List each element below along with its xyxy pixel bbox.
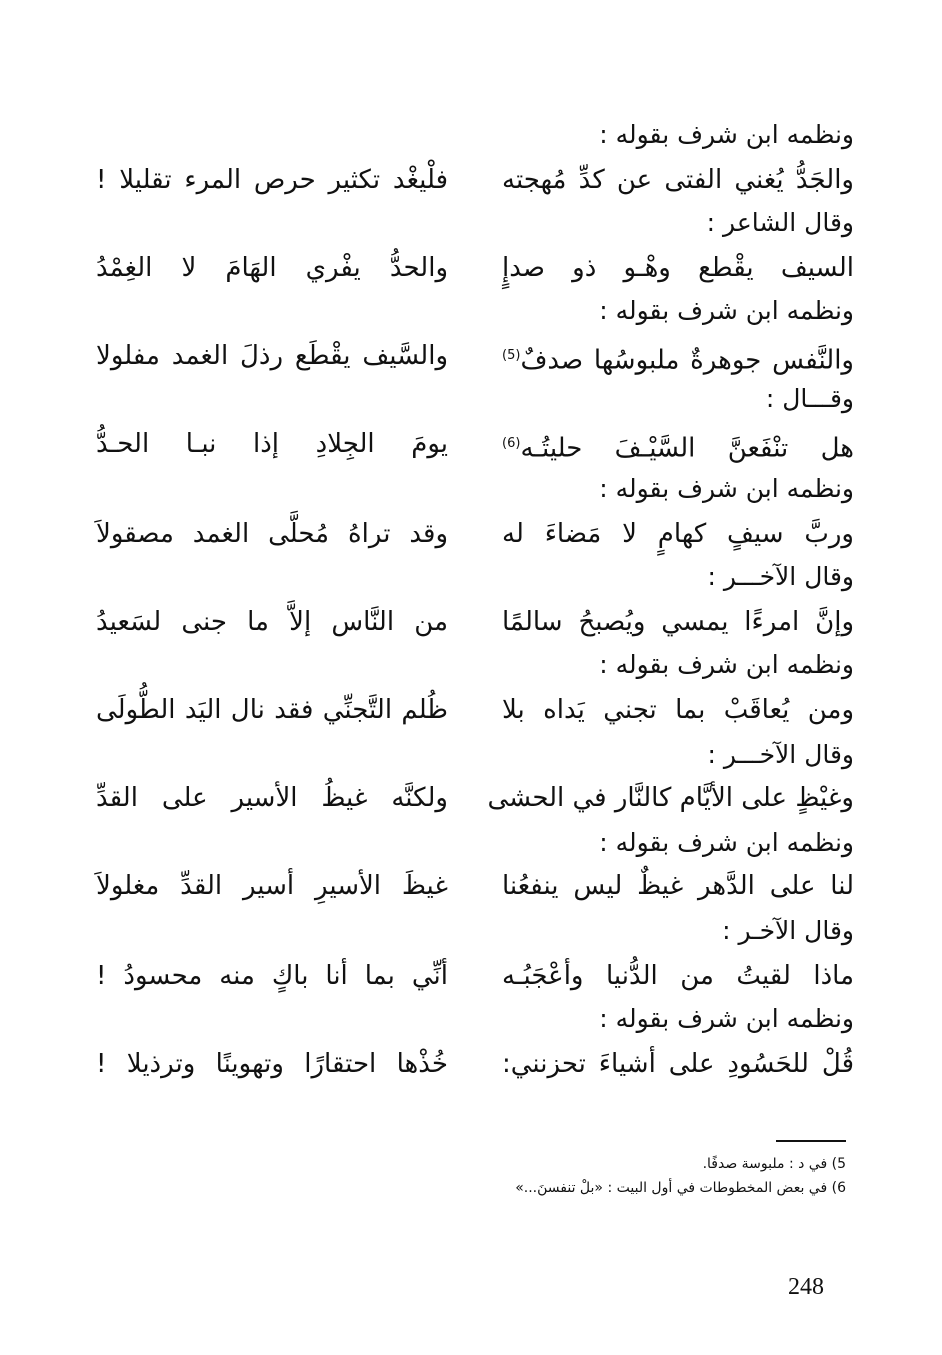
verse-first-hemistich: وربَّ سيفٍ كهامٍ لا مَضاءَ له bbox=[502, 519, 854, 549]
verse-line bbox=[96, 424, 854, 464]
footnote-6: 6) في بعض المخطوطات في أول البيت : «بلْ تنفسنَ...» bbox=[515, 1180, 846, 1196]
verse-heading: وقال الآخـــر : bbox=[707, 740, 854, 769]
verse-line bbox=[96, 602, 854, 642]
verse-heading: وقـــال : bbox=[765, 384, 854, 413]
verse-line bbox=[96, 956, 854, 996]
verse-second-hemistich: ظُلم التَّجنِّي فقد نال اليَد الطُّولَى bbox=[96, 695, 448, 725]
verse-line bbox=[96, 1044, 854, 1084]
verse-second-hemistich: غيظَ الأسيرِ أسير القدِّ مغلولاَ bbox=[96, 871, 448, 901]
verse-first-hemistich: ماذا لقيتُ من الدُّنيا وأعْجَبُـه bbox=[502, 961, 854, 991]
verse-second-hemistich: والسَّيف يقْطَع رذلَ الغمد مفلولا bbox=[96, 341, 448, 371]
verse-second-hemistich: يومَ الجِلادِ إذا نبـا الحـدُّ bbox=[96, 429, 448, 459]
verse-first-hemistich: هل تنْفَعنَّ السَّيْـفَ حليتُـه$^{(6)}$ bbox=[502, 433, 854, 464]
verse-heading: ونظمه ابن شرف بقوله : bbox=[599, 474, 854, 503]
verse-second-hemistich: خُذْها احتقارًا وتهوينًا وترذيلا ! bbox=[96, 1049, 448, 1079]
verse-heading: وقال الآخـر : bbox=[722, 916, 854, 945]
page-number: 248 bbox=[788, 1274, 824, 1300]
verse-second-hemistich: من النَّاس إلاَّ ما جنى لسَعيدُ bbox=[96, 607, 448, 637]
verse-first-hemistich: لنا على الدَّهر غيظٌ ليس ينفعُنا bbox=[502, 871, 854, 901]
verse-heading: وقال الآخـــر : bbox=[707, 562, 854, 591]
verse-line bbox=[96, 690, 854, 730]
footnote-separator bbox=[776, 1140, 846, 1142]
verse-second-hemistich: فلْيغْد تكثير حرص المرء تقليلا ! bbox=[96, 165, 448, 195]
verse-first-hemistich: قُلْ للحَسُودِ على أشياءَ تحزنني: bbox=[502, 1049, 854, 1079]
footnote-marker: (5) bbox=[502, 348, 521, 363]
verse-heading: ونظمه ابن شرف بقوله : bbox=[599, 1004, 854, 1033]
verse-heading: ونظمه ابن شرف بقوله : bbox=[599, 828, 854, 857]
verse-line bbox=[96, 336, 854, 376]
verse-heading: ونظمه ابن شرف بقوله : bbox=[599, 296, 854, 325]
footnote-5: 5) في د : ملبوسة صدفًا. bbox=[702, 1156, 846, 1172]
verse-first-hemistich: وغيْظٍ على الأيَّام كالنَّار في الحشى bbox=[487, 783, 854, 813]
verse-first-hemistich: والجَدُّ يُغني الفتى عن كدِّ مُهجته bbox=[502, 165, 854, 195]
verse-line bbox=[96, 866, 854, 906]
footnote-marker: (6) bbox=[502, 436, 521, 451]
verse-heading: وقال الشاعر : bbox=[706, 208, 854, 237]
verse-first-hemistich: والنَّفس جوهرةٌ ملبوسُها صدفٌ$^{(5)}$ bbox=[502, 345, 854, 376]
verse-line bbox=[96, 248, 854, 288]
verse-line bbox=[96, 778, 854, 818]
verse-second-hemistich: أنِّي بما أنا باكٍ منه محسودُ ! bbox=[96, 961, 448, 991]
verse-line bbox=[96, 160, 854, 200]
verse-second-hemistich: والحدُّ يفْري الهَامَ لا الغِمْدُ bbox=[96, 253, 448, 283]
verse-heading: ونظمه ابن شرف بقوله : bbox=[599, 120, 854, 149]
verse-heading: ونظمه ابن شرف بقوله : bbox=[599, 650, 854, 679]
verse-line bbox=[96, 514, 854, 554]
verse-first-hemistich: السيف يقْطع وهْـو ذو صدإٍ bbox=[502, 253, 854, 283]
verse-second-hemistich: وقد تراهُ مُحلَّى الغمد مصقولاَ bbox=[96, 519, 448, 549]
verse-first-hemistich: ومن يُعاقَبْ بما تجني يَداه بلا bbox=[502, 695, 854, 725]
verse-second-hemistich: ولكنَّه غيظُ الأسير على القدِّ bbox=[96, 783, 448, 813]
verse-first-hemistich: وإنَّ امرءًا يمسي ويُصبحُ سالمًا bbox=[502, 607, 854, 637]
